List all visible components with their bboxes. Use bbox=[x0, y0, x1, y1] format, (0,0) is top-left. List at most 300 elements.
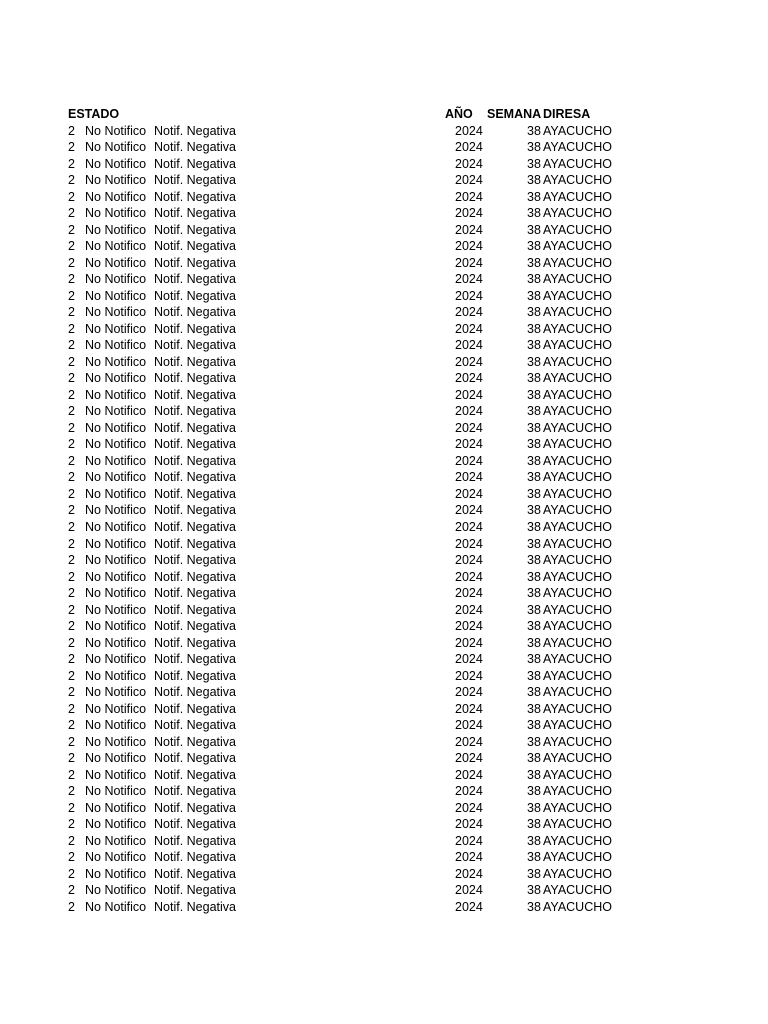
notif-text: Notif. Negativa bbox=[154, 883, 236, 898]
header-anio: AÑO bbox=[445, 107, 473, 121]
notif-text: Notif. Negativa bbox=[154, 619, 236, 634]
table-row bbox=[0, 849, 768, 866]
notif-text: Notif. Negativa bbox=[154, 486, 236, 501]
table-row bbox=[0, 783, 768, 800]
diresa-value: AYACUCHO bbox=[543, 668, 612, 683]
diresa-value: AYACUCHO bbox=[543, 817, 612, 832]
table-row bbox=[0, 123, 768, 140]
estado-text: No Notifico bbox=[85, 767, 147, 782]
anio-value: 2024 bbox=[455, 354, 483, 369]
diresa-value: AYACUCHO bbox=[543, 437, 612, 452]
estado-number: 2 bbox=[68, 718, 75, 733]
estado-text: No Notifico bbox=[85, 206, 147, 221]
table-row bbox=[0, 734, 768, 751]
diresa-value: AYACUCHO bbox=[543, 470, 612, 485]
semana-value: 38 bbox=[527, 883, 541, 898]
table-row bbox=[0, 668, 768, 685]
notif-text: Notif. Negativa bbox=[154, 850, 236, 865]
semana-value: 38 bbox=[527, 503, 541, 518]
anio-value: 2024 bbox=[455, 206, 483, 221]
estado-number: 2 bbox=[68, 569, 75, 584]
notif-text: Notif. Negativa bbox=[154, 404, 236, 419]
diresa-value: AYACUCHO bbox=[543, 239, 612, 254]
estado-number: 2 bbox=[68, 321, 75, 336]
anio-value: 2024 bbox=[455, 222, 483, 237]
estado-text: No Notifico bbox=[85, 519, 147, 534]
anio-value: 2024 bbox=[455, 453, 483, 468]
estado-text: No Notifico bbox=[85, 553, 147, 568]
notif-text: Notif. Negativa bbox=[154, 536, 236, 551]
notif-text: Notif. Negativa bbox=[154, 387, 236, 402]
notif-text: Notif. Negativa bbox=[154, 470, 236, 485]
notif-text: Notif. Negativa bbox=[154, 338, 236, 353]
estado-number: 2 bbox=[68, 734, 75, 749]
table-row bbox=[0, 486, 768, 503]
notif-text: Notif. Negativa bbox=[154, 553, 236, 568]
anio-value: 2024 bbox=[455, 767, 483, 782]
table-row bbox=[0, 552, 768, 569]
estado-text: No Notifico bbox=[85, 619, 147, 634]
estado-number: 2 bbox=[68, 156, 75, 171]
anio-value: 2024 bbox=[455, 635, 483, 650]
estado-text: No Notifico bbox=[85, 784, 147, 799]
anio-value: 2024 bbox=[455, 602, 483, 617]
estado-number: 2 bbox=[68, 751, 75, 766]
table-row bbox=[0, 833, 768, 850]
estado-number: 2 bbox=[68, 189, 75, 204]
diresa-value: AYACUCHO bbox=[543, 338, 612, 353]
diresa-value: AYACUCHO bbox=[543, 850, 612, 865]
estado-text: No Notifico bbox=[85, 685, 147, 700]
anio-value: 2024 bbox=[455, 784, 483, 799]
notif-text: Notif. Negativa bbox=[154, 701, 236, 716]
semana-value: 38 bbox=[527, 123, 541, 138]
table-row bbox=[0, 387, 768, 404]
diresa-value: AYACUCHO bbox=[543, 602, 612, 617]
estado-text: No Notifico bbox=[85, 800, 147, 815]
estado-number: 2 bbox=[68, 866, 75, 881]
anio-value: 2024 bbox=[455, 486, 483, 501]
anio-value: 2024 bbox=[455, 899, 483, 914]
anio-value: 2024 bbox=[455, 173, 483, 188]
notif-text: Notif. Negativa bbox=[154, 420, 236, 435]
estado-number: 2 bbox=[68, 784, 75, 799]
notif-text: Notif. Negativa bbox=[154, 602, 236, 617]
notif-text: Notif. Negativa bbox=[154, 255, 236, 270]
estado-number: 2 bbox=[68, 371, 75, 386]
semana-value: 38 bbox=[527, 156, 541, 171]
semana-value: 38 bbox=[527, 553, 541, 568]
estado-number: 2 bbox=[68, 833, 75, 848]
anio-value: 2024 bbox=[455, 437, 483, 452]
diresa-value: AYACUCHO bbox=[543, 321, 612, 336]
diresa-value: AYACUCHO bbox=[543, 486, 612, 501]
semana-value: 38 bbox=[527, 272, 541, 287]
notif-text: Notif. Negativa bbox=[154, 685, 236, 700]
semana-value: 38 bbox=[527, 833, 541, 848]
table-row bbox=[0, 866, 768, 883]
anio-value: 2024 bbox=[455, 734, 483, 749]
anio-value: 2024 bbox=[455, 420, 483, 435]
estado-number: 2 bbox=[68, 437, 75, 452]
estado-text: No Notifico bbox=[85, 751, 147, 766]
semana-value: 38 bbox=[527, 453, 541, 468]
semana-value: 38 bbox=[527, 321, 541, 336]
anio-value: 2024 bbox=[455, 305, 483, 320]
notif-text: Notif. Negativa bbox=[154, 899, 236, 914]
semana-value: 38 bbox=[527, 899, 541, 914]
semana-value: 38 bbox=[527, 701, 541, 716]
table-row bbox=[0, 354, 768, 371]
semana-value: 38 bbox=[527, 635, 541, 650]
table-row bbox=[0, 205, 768, 222]
estado-number: 2 bbox=[68, 602, 75, 617]
semana-value: 38 bbox=[527, 437, 541, 452]
diresa-value: AYACUCHO bbox=[543, 833, 612, 848]
diresa-value: AYACUCHO bbox=[543, 701, 612, 716]
semana-value: 38 bbox=[527, 255, 541, 270]
estado-number: 2 bbox=[68, 338, 75, 353]
table-row bbox=[0, 882, 768, 899]
anio-value: 2024 bbox=[455, 404, 483, 419]
table-row bbox=[0, 502, 768, 519]
table-row bbox=[0, 519, 768, 536]
notif-text: Notif. Negativa bbox=[154, 519, 236, 534]
estado-number: 2 bbox=[68, 883, 75, 898]
notif-text: Notif. Negativa bbox=[154, 305, 236, 320]
header-diresa: DIRESA bbox=[543, 107, 591, 121]
anio-value: 2024 bbox=[455, 685, 483, 700]
semana-value: 38 bbox=[527, 420, 541, 435]
estado-number: 2 bbox=[68, 354, 75, 369]
diresa-value: AYACUCHO bbox=[543, 371, 612, 386]
estado-text: No Notifico bbox=[85, 222, 147, 237]
estado-text: No Notifico bbox=[85, 288, 147, 303]
anio-value: 2024 bbox=[455, 470, 483, 485]
table-row bbox=[0, 701, 768, 718]
table-row bbox=[0, 618, 768, 635]
estado-text: No Notifico bbox=[85, 123, 147, 138]
table-row bbox=[0, 767, 768, 784]
table-row bbox=[0, 304, 768, 321]
estado-number: 2 bbox=[68, 519, 75, 534]
table-row bbox=[0, 569, 768, 586]
table-row bbox=[0, 370, 768, 387]
semana-value: 38 bbox=[527, 586, 541, 601]
diresa-value: AYACUCHO bbox=[543, 206, 612, 221]
semana-value: 38 bbox=[527, 734, 541, 749]
estado-number: 2 bbox=[68, 173, 75, 188]
semana-value: 38 bbox=[527, 404, 541, 419]
anio-value: 2024 bbox=[455, 338, 483, 353]
anio-value: 2024 bbox=[455, 272, 483, 287]
estado-text: No Notifico bbox=[85, 338, 147, 353]
estado-number: 2 bbox=[68, 239, 75, 254]
header-row bbox=[0, 106, 768, 123]
table-row bbox=[0, 420, 768, 437]
estado-text: No Notifico bbox=[85, 883, 147, 898]
diresa-value: AYACUCHO bbox=[543, 553, 612, 568]
diresa-value: AYACUCHO bbox=[543, 420, 612, 435]
table-row bbox=[0, 717, 768, 734]
notif-text: Notif. Negativa bbox=[154, 784, 236, 799]
estado-text: No Notifico bbox=[85, 486, 147, 501]
semana-value: 38 bbox=[527, 239, 541, 254]
semana-value: 38 bbox=[527, 685, 541, 700]
semana-value: 38 bbox=[527, 536, 541, 551]
header-estado: ESTADO bbox=[68, 107, 120, 121]
semana-value: 38 bbox=[527, 569, 541, 584]
table-row bbox=[0, 899, 768, 916]
anio-value: 2024 bbox=[455, 800, 483, 815]
semana-value: 38 bbox=[527, 173, 541, 188]
notif-text: Notif. Negativa bbox=[154, 453, 236, 468]
table-row bbox=[0, 156, 768, 173]
estado-text: No Notifico bbox=[85, 536, 147, 551]
anio-value: 2024 bbox=[455, 586, 483, 601]
semana-value: 38 bbox=[527, 602, 541, 617]
diresa-value: AYACUCHO bbox=[543, 586, 612, 601]
anio-value: 2024 bbox=[455, 866, 483, 881]
anio-value: 2024 bbox=[455, 850, 483, 865]
estado-number: 2 bbox=[68, 387, 75, 402]
estado-text: No Notifico bbox=[85, 305, 147, 320]
notif-text: Notif. Negativa bbox=[154, 800, 236, 815]
estado-number: 2 bbox=[68, 404, 75, 419]
diresa-value: AYACUCHO bbox=[543, 652, 612, 667]
table-row bbox=[0, 816, 768, 833]
semana-value: 38 bbox=[527, 519, 541, 534]
semana-value: 38 bbox=[527, 140, 541, 155]
anio-value: 2024 bbox=[455, 751, 483, 766]
semana-value: 38 bbox=[527, 222, 541, 237]
semana-value: 38 bbox=[527, 784, 541, 799]
estado-text: No Notifico bbox=[85, 899, 147, 914]
semana-value: 38 bbox=[527, 619, 541, 634]
notif-text: Notif. Negativa bbox=[154, 272, 236, 287]
anio-value: 2024 bbox=[455, 156, 483, 171]
estado-text: No Notifico bbox=[85, 470, 147, 485]
anio-value: 2024 bbox=[455, 371, 483, 386]
notif-text: Notif. Negativa bbox=[154, 718, 236, 733]
table-row bbox=[0, 337, 768, 354]
semana-value: 38 bbox=[527, 486, 541, 501]
estado-text: No Notifico bbox=[85, 652, 147, 667]
estado-number: 2 bbox=[68, 140, 75, 155]
estado-text: No Notifico bbox=[85, 718, 147, 733]
notif-text: Notif. Negativa bbox=[154, 239, 236, 254]
notif-text: Notif. Negativa bbox=[154, 503, 236, 518]
notif-text: Notif. Negativa bbox=[154, 123, 236, 138]
notif-text: Notif. Negativa bbox=[154, 652, 236, 667]
estado-number: 2 bbox=[68, 850, 75, 865]
diresa-value: AYACUCHO bbox=[543, 619, 612, 634]
notif-text: Notif. Negativa bbox=[154, 833, 236, 848]
estado-text: No Notifico bbox=[85, 321, 147, 336]
notif-text: Notif. Negativa bbox=[154, 371, 236, 386]
estado-text: No Notifico bbox=[85, 420, 147, 435]
table-row bbox=[0, 288, 768, 305]
estado-text: No Notifico bbox=[85, 404, 147, 419]
anio-value: 2024 bbox=[455, 140, 483, 155]
notif-text: Notif. Negativa bbox=[154, 156, 236, 171]
diresa-value: AYACUCHO bbox=[543, 173, 612, 188]
diresa-value: AYACUCHO bbox=[543, 272, 612, 287]
semana-value: 38 bbox=[527, 305, 541, 320]
table-row bbox=[0, 238, 768, 255]
header-semana: SEMANA bbox=[487, 107, 542, 121]
notif-text: Notif. Negativa bbox=[154, 140, 236, 155]
diresa-value: AYACUCHO bbox=[543, 387, 612, 402]
semana-value: 38 bbox=[527, 767, 541, 782]
semana-value: 38 bbox=[527, 288, 541, 303]
estado-number: 2 bbox=[68, 206, 75, 221]
estado-text: No Notifico bbox=[85, 255, 147, 270]
semana-value: 38 bbox=[527, 338, 541, 353]
estado-number: 2 bbox=[68, 222, 75, 237]
table-row bbox=[0, 635, 768, 652]
estado-number: 2 bbox=[68, 668, 75, 683]
anio-value: 2024 bbox=[455, 701, 483, 716]
notif-text: Notif. Negativa bbox=[154, 668, 236, 683]
diresa-value: AYACUCHO bbox=[543, 866, 612, 881]
estado-text: No Notifico bbox=[85, 173, 147, 188]
anio-value: 2024 bbox=[455, 536, 483, 551]
estado-text: No Notifico bbox=[85, 668, 147, 683]
semana-value: 38 bbox=[527, 206, 541, 221]
semana-value: 38 bbox=[527, 866, 541, 881]
diresa-value: AYACUCHO bbox=[543, 519, 612, 534]
diresa-value: AYACUCHO bbox=[543, 189, 612, 204]
anio-value: 2024 bbox=[455, 569, 483, 584]
anio-value: 2024 bbox=[455, 239, 483, 254]
table-row bbox=[0, 436, 768, 453]
notif-text: Notif. Negativa bbox=[154, 437, 236, 452]
semana-value: 38 bbox=[527, 470, 541, 485]
estado-text: No Notifico bbox=[85, 371, 147, 386]
estado-text: No Notifico bbox=[85, 734, 147, 749]
diresa-value: AYACUCHO bbox=[543, 767, 612, 782]
diresa-value: AYACUCHO bbox=[543, 140, 612, 155]
estado-number: 2 bbox=[68, 305, 75, 320]
table-row bbox=[0, 750, 768, 767]
estado-text: No Notifico bbox=[85, 354, 147, 369]
table-row bbox=[0, 139, 768, 156]
estado-text: No Notifico bbox=[85, 701, 147, 716]
anio-value: 2024 bbox=[455, 619, 483, 634]
notif-text: Notif. Negativa bbox=[154, 767, 236, 782]
diresa-value: AYACUCHO bbox=[543, 255, 612, 270]
diresa-value: AYACUCHO bbox=[543, 305, 612, 320]
diresa-value: AYACUCHO bbox=[543, 503, 612, 518]
estado-number: 2 bbox=[68, 767, 75, 782]
diresa-value: AYACUCHO bbox=[543, 288, 612, 303]
anio-value: 2024 bbox=[455, 503, 483, 518]
estado-text: No Notifico bbox=[85, 817, 147, 832]
notif-text: Notif. Negativa bbox=[154, 354, 236, 369]
semana-value: 38 bbox=[527, 387, 541, 402]
anio-value: 2024 bbox=[455, 817, 483, 832]
notif-text: Notif. Negativa bbox=[154, 734, 236, 749]
estado-text: No Notifico bbox=[85, 833, 147, 848]
estado-number: 2 bbox=[68, 635, 75, 650]
notif-text: Notif. Negativa bbox=[154, 173, 236, 188]
semana-value: 38 bbox=[527, 371, 541, 386]
table-row bbox=[0, 684, 768, 701]
diresa-value: AYACUCHO bbox=[543, 734, 612, 749]
anio-value: 2024 bbox=[455, 321, 483, 336]
semana-value: 38 bbox=[527, 800, 541, 815]
table-row bbox=[0, 271, 768, 288]
estado-text: No Notifico bbox=[85, 503, 147, 518]
estado-number: 2 bbox=[68, 272, 75, 287]
diresa-value: AYACUCHO bbox=[543, 751, 612, 766]
anio-value: 2024 bbox=[455, 288, 483, 303]
estado-text: No Notifico bbox=[85, 586, 147, 601]
estado-text: No Notifico bbox=[85, 850, 147, 865]
diresa-value: AYACUCHO bbox=[543, 718, 612, 733]
estado-number: 2 bbox=[68, 470, 75, 485]
table-row bbox=[0, 469, 768, 486]
semana-value: 38 bbox=[527, 189, 541, 204]
diresa-value: AYACUCHO bbox=[543, 685, 612, 700]
anio-value: 2024 bbox=[455, 718, 483, 733]
estado-number: 2 bbox=[68, 453, 75, 468]
diresa-value: AYACUCHO bbox=[543, 635, 612, 650]
estado-number: 2 bbox=[68, 899, 75, 914]
estado-number: 2 bbox=[68, 503, 75, 518]
estado-number: 2 bbox=[68, 486, 75, 501]
semana-value: 38 bbox=[527, 652, 541, 667]
semana-value: 38 bbox=[527, 718, 541, 733]
anio-value: 2024 bbox=[455, 652, 483, 667]
table-row bbox=[0, 800, 768, 817]
estado-number: 2 bbox=[68, 420, 75, 435]
diresa-value: AYACUCHO bbox=[543, 222, 612, 237]
diresa-value: AYACUCHO bbox=[543, 404, 612, 419]
diresa-value: AYACUCHO bbox=[543, 569, 612, 584]
diresa-value: AYACUCHO bbox=[543, 536, 612, 551]
notif-text: Notif. Negativa bbox=[154, 222, 236, 237]
anio-value: 2024 bbox=[455, 189, 483, 204]
estado-number: 2 bbox=[68, 685, 75, 700]
estado-text: No Notifico bbox=[85, 569, 147, 584]
semana-value: 38 bbox=[527, 817, 541, 832]
table-row bbox=[0, 189, 768, 206]
estado-number: 2 bbox=[68, 586, 75, 601]
semana-value: 38 bbox=[527, 668, 541, 683]
anio-value: 2024 bbox=[455, 833, 483, 848]
notif-text: Notif. Negativa bbox=[154, 206, 236, 221]
table-row bbox=[0, 222, 768, 239]
table-row bbox=[0, 403, 768, 420]
diresa-value: AYACUCHO bbox=[543, 156, 612, 171]
estado-text: No Notifico bbox=[85, 453, 147, 468]
semana-value: 38 bbox=[527, 354, 541, 369]
table-row bbox=[0, 602, 768, 619]
table-row bbox=[0, 255, 768, 272]
table-row bbox=[0, 453, 768, 470]
estado-text: No Notifico bbox=[85, 189, 147, 204]
estado-number: 2 bbox=[68, 701, 75, 716]
notif-text: Notif. Negativa bbox=[154, 569, 236, 584]
notif-text: Notif. Negativa bbox=[154, 817, 236, 832]
estado-number: 2 bbox=[68, 553, 75, 568]
notif-text: Notif. Negativa bbox=[154, 586, 236, 601]
estado-text: No Notifico bbox=[85, 437, 147, 452]
diresa-value: AYACUCHO bbox=[543, 800, 612, 815]
semana-value: 38 bbox=[527, 751, 541, 766]
